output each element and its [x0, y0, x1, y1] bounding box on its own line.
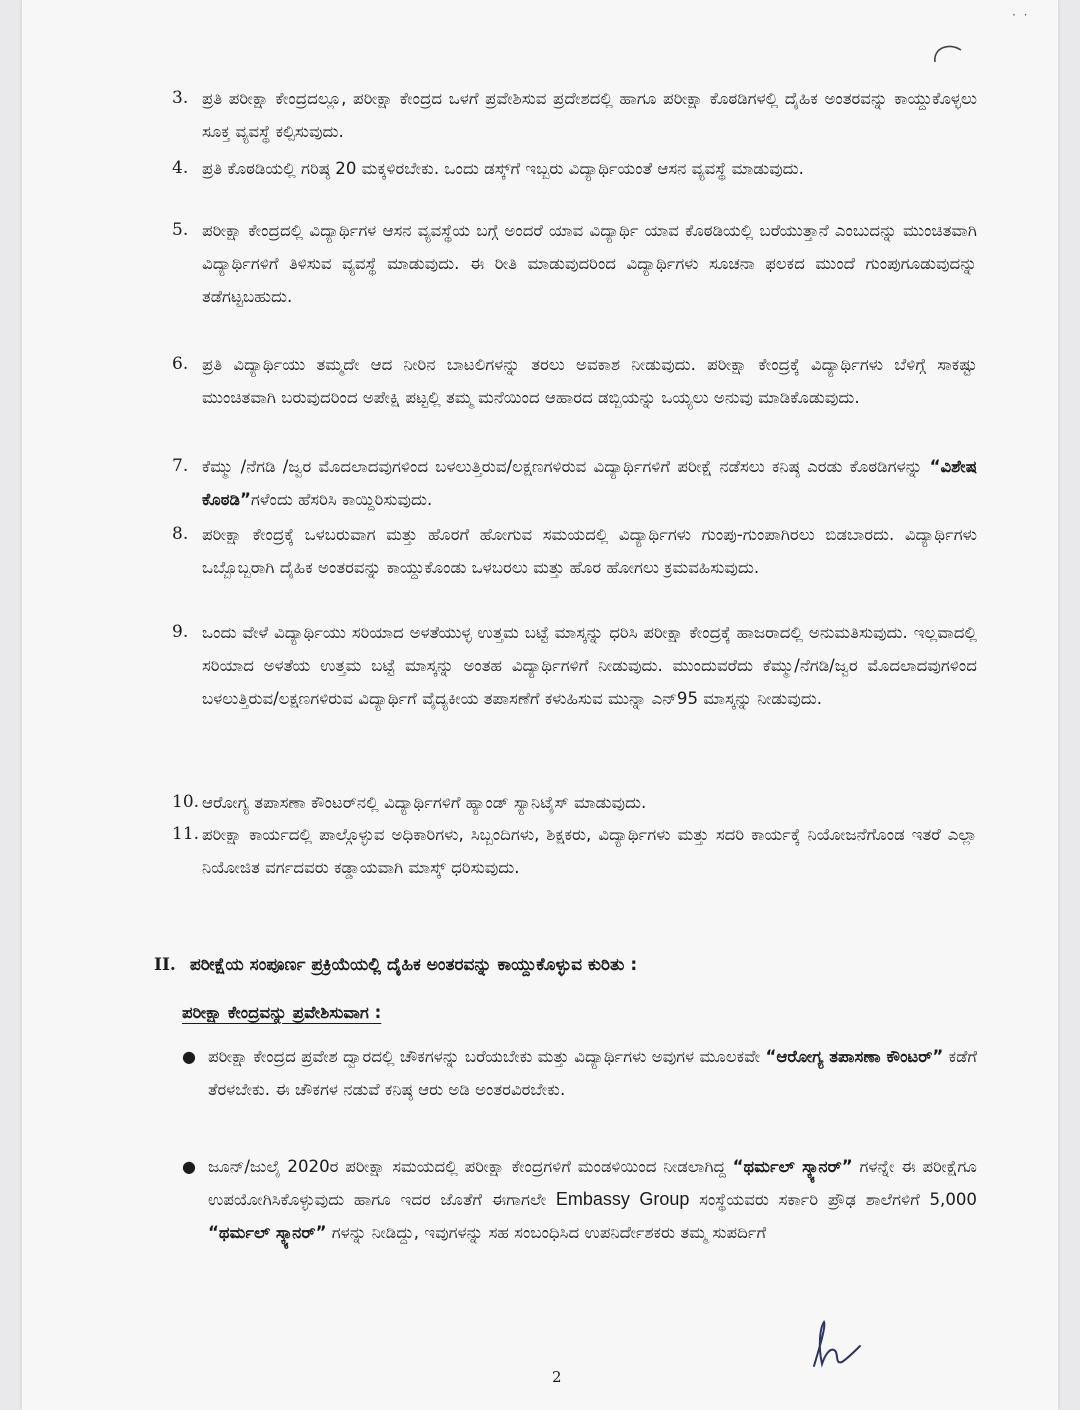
list-item — [172, 152, 977, 185]
subheading: ಪರೀಕ್ಷಾ ಕೇಂದ್ರವನ್ನು ಪ್ರವೇಶಿಸುವಾಗ : — [182, 1003, 382, 1022]
thermal-scanner-term: “ಥರ್ಮಲ್ ಸ್ಕ್ಯಾನರ್” — [732, 1157, 853, 1176]
item-text-part: ಗಳೆಂದು ಹೆಸರಿಸಿ ಕಾಯ್ದಿರಿಸುವುದು. — [250, 490, 433, 509]
scan-corner-mark — [927, 40, 967, 70]
bullet-text-part: ಕಡೆಗೆ ತೆರಳಬೇಕು. ಈ ಚೌಕಗಳ ನಡುವೆ ಕನಿಷ್ಠ ಆರು ಅಡಿ ಅಂತರವಿರಬೇಕು. — [208, 1047, 978, 1099]
section-number: II. — [154, 955, 176, 975]
item-text: ಪರೀಕ್ಷಾ ಕೇಂದ್ರದಲ್ಲಿ ವಿದ್ಯಾರ್ಥಿಗಳ ಆಸನ ವ್ಯವಸ್ಥೆಯ ಬಗ್ಗೆ ಅಂದರೆ ಯಾವ ವಿದ್ಯಾರ್ಥಿ ಯಾವ ಕೊಠಡಿಯಲ್ಲಿ ಬರೆಯುತ್ತಾನೆ ಎಂಬುದನ್ನು ಮುಂಚಿತವಾಗಿ ವಿದ್ಯಾರ್ಥಿಗಳಿಗೆ ತಿಳಿಸುವ ವ್ಯವಸ್ಥೆ ಮಾಡುವುದು. ಈ ರೀತಿ ಮಾಡುವುದರಿಂದ ವಿದ್ಯಾರ್ಥಿಗಳು ಸೂಚನಾ ಫಲಕದ ಮುಂದೆ ಗುಂಪುಗೂಡುವುದನ್ನು ತಡೆಗಟ್ಟಬಹುದು. — [202, 221, 977, 306]
list-item — [172, 786, 977, 819]
item-number: 4. — [172, 158, 189, 178]
item-text: ಆರೋಗ್ಯ ತಪಾಸಣಾ ಕೌಂಟರ್‌ನಲ್ಲಿ ವಿದ್ಯಾರ್ಥಿಗಳಿಗೆ ಹ್ಯಾಂಡ್ ಸ್ಯಾನಿಟೈಸ್ ಮಾಡುವುದು. — [202, 793, 647, 812]
bullet-dot: ● — [182, 1157, 196, 1176]
item-text: ಪರೀಕ್ಷಾ ಕಾರ್ಯದಲ್ಲಿ ಪಾಲ್ಗೊಳ್ಳುವ ಅಧಿಕಾರಿಗಳು, ಸಿಬ್ಬಂದಿಗಳು, ಶಿಕ್ಷಕರು, ವಿದ್ಯಾರ್ಥಿಗಳು ಮತ್ತು ಸದರಿ ಕಾರ್ಯಕ್ಕೆ ನಿಯೋಜನೆಗೊಂಡ ಇತರೆ ಎಲ್ಲಾ ನಿಯೋಜಿತ ವರ್ಗದವರು ಕಡ್ಡಾಯವಾಗಿ ಮಾಸ್ಕ್ ಧರಿಸುವುದು. — [202, 825, 977, 877]
item-text: ಒಂದು ವೇಳೆ ವಿದ್ಯಾರ್ಥಿಯು ಸರಿಯಾದ ಅಳತೆಯುಳ್ಳ ಉತ್ತಮ ಬಟ್ಟೆ ಮಾಸ್ಕನ್ನು ಧರಿಸಿ ಪರೀಕ್ಷಾ ಕೇಂದ್ರಕ್ಕೆ ಹಾಜರಾದಲ್ಲಿ ಅನುಮತಿಸುವುದು. ಇಲ್ಲವಾದಲ್ಲಿ ಸರಿಯಾದ ಅಳತೆಯ ಉತ್ತಮ ಬಟ್ಟೆ ಮಾಸ್ಕನ್ನು ಅಂತಹ ವಿದ್ಯಾರ್ಥಿಗಳಿಗೆ ನೀಡುವುದು. ಮುಂದುವರೆದು ಕೆಮ್ಮು/ನೆಗಡಿ/ಜ್ವರ ಮೊದಲಾದವುಗಳಿಂದ ಬಳಲುತ್ತಿರುವ/ಲಕ್ಷಣಗಳಿರುವ ವಿದ್ಯಾರ್ಥಿಗೆ ವೈದ್ಯಕೀಯ ತಪಾಸಣೆಗೆ ಕಳುಹಿಸುವ ಮುನ್ನಾ ಎನ್95 ಮಾಸ್ಕನ್ನು ನೀಡುವುದು. — [202, 623, 977, 708]
document-page — [22, 0, 1058, 1410]
item-number: 3. — [172, 88, 189, 108]
list-item — [172, 616, 977, 715]
thermal-scanner-term: “ಥರ್ಮಲ್ ಸ್ಕ್ಯಾನರ್” — [208, 1223, 327, 1242]
list-item — [172, 518, 977, 584]
item-number: 11. — [172, 824, 200, 844]
page-number: 2 — [552, 1368, 562, 1386]
signature-initial — [806, 1316, 866, 1372]
item-text: ಪ್ರತಿ ಕೊಠಡಿಯಲ್ಲಿ ಗರಿಷ್ಠ 20 ಮಕ್ಕಳಿರಬೇಕು. ಒಂದು ಡಸ್ಕ್‌ಗೆ ಇಬ್ಬರು ವಿದ್ಯಾರ್ಥಿಯಂತೆ ಆಸನ ವ್ಯವಸ್ಥೆ ಮಾಡುವುದು. — [202, 159, 804, 178]
item-text — [202, 450, 977, 516]
bullet-item — [182, 1150, 977, 1249]
bullet-text-part: ಜೂನ್/ಜುಲೈ 2020ರ ಪರೀಕ್ಷಾ ಸಮಯದಲ್ಲಿ ಪರೀಕ್ಷಾ ಕೇಂದ್ರಗಳಿಗೆ ಮಂಡಳಿಯಿಂದ ನೀಡಲಾಗಿದ್ದ — [208, 1157, 733, 1176]
bullet-text-part: ಸಂಸ್ಥೆಯವರು ಸರ್ಕಾರಿ ಪ್ರೌಢ ಶಾಲೆಗಳಿಗೆ 5,000 — [689, 1190, 977, 1209]
bullet-text — [208, 1150, 977, 1249]
bullet-item — [182, 1040, 977, 1106]
bullet-text-part: ಪರೀಕ್ಷಾ ಕೇಂದ್ರದ ಪ್ರವೇಶ ದ್ವಾರದಲ್ಲಿ ಚೌಕಗಳನ್ನು ಬರೆಯಬೇಕು ಮತ್ತು ವಿದ್ಯಾರ್ಥಿಗಳು ಅವುಗಳ ಮೂಲಕವೇ — [208, 1047, 766, 1066]
item-text-part: ಕೆಮ್ಮು /ನೆಗಡಿ /ಜ್ವರ ಮೊದಲಾದವುಗಳಿಂದ ಬಳಲುತ್ತಿರುವ/ಲಕ್ಷಣಗಳಿರುವ ವಿದ್ಯಾರ್ಥಿಗಳಿಗೆ ಪರೀಕ್ಷೆ ನಡೆಸಲು ಕನಿಷ್ಠ ಎರಡು ಕೊಠಡಿಗಳನ್ನು — [202, 457, 930, 476]
item-number: 10. — [172, 792, 200, 812]
item-number: 8. — [172, 524, 189, 544]
item-number: 5. — [172, 220, 189, 240]
scan-dust: · · — [1012, 8, 1030, 22]
list-item — [172, 450, 977, 516]
embassy-group-name: Embassy Group — [555, 1189, 690, 1209]
list-item — [172, 214, 977, 313]
section-title: ಪರೀಕ್ಷೆಯ ಸಂಪೂರ್ಣ ಪ್ರಕ್ರಿಯೆಯಲ್ಲಿ ದೈಹಿಕ ಅಂತರವನ್ನು ಕಾಯ್ದುಕೊಳ್ಳುವ ಕುರಿತು : — [189, 955, 638, 975]
bullet-text-part: ಗಳನ್ನೇ ಈ ಪರೀಕ್ಷೆಗೂ ಉಪಯೋಗಿಸಿಕೊಳ್ಳುವುದು ಹಾಗೂ ಇದರ ಜೊತೆಗೆ ಈಗಾಗಲೇ — [208, 1157, 977, 1209]
list-item — [172, 348, 977, 414]
bullet-text-part: ಗಳನ್ನು ನೀಡಿದ್ದು, ಇವುಗಳನ್ನು ಸಹ ಸಂಬಂಧಿಸಿದ ಉಪನಿರ್ದೇಶಕರು ತಮ್ಮ ಸುಪರ್ದಿಗೆ — [326, 1223, 767, 1242]
item-text: ಪ್ರತಿ ವಿದ್ಯಾರ್ಥಿಯು ತಮ್ಮದೇ ಆದ ನೀರಿನ ಬಾಟಲಿಗಳನ್ನು ತರಲು ಅವಕಾಶ ನೀಡುವುದು. ಪರೀಕ್ಷಾ ಕೇಂದ್ರಕ್ಕೆ ವಿದ್ಯಾರ್ಥಿಗಳು ಬೆಳಿಗ್ಗೆ ಸಾಕಷ್ಟು ಮುಂಚಿತವಾಗಿ ಬರುವುದರಿಂದ ಅಪೇಕ್ಷಿ ಪಟ್ಟಲ್ಲಿ ತಮ್ಮ ಮನೆಯಿಂದ ಆಹಾರದ ಡಬ್ಬಿಯನ್ನು ಒಯ್ಯಲು ಅನುವು ಮಾಡಿಕೊಡುವುದು. — [202, 355, 977, 407]
item-number: 9. — [172, 622, 189, 642]
item-text: ಪರೀಕ್ಷಾ ಕೇಂದ್ರಕ್ಕೆ ಒಳಬರುವಾಗ ಮತ್ತು ಹೊರಗೆ ಹೋಗುವ ಸಮಯದಲ್ಲಿ ವಿದ್ಯಾರ್ಥಿಗಳು ಗುಂಪು-ಗುಂಪಾಗಿರಲು ಬಿಡಬಾರದು. ವಿದ್ಯಾರ್ಥಿಗಳು ಒಬ್ಬೊಬ್ಬರಾಗಿ ದೈಹಿಕ ಅಂತರವನ್ನು ಕಾಯ್ದುಕೊಂಡು ಒಳಬರಲು ಮತ್ತು ಹೊರ ಹೋಗಲು ಕ್ರಮವಹಿಸುವುದು. — [202, 525, 977, 577]
special-room-term: “ವಿಶೇಷ ಕೊಠಡಿ” — [202, 457, 977, 509]
item-number: 7. — [172, 456, 189, 476]
item-text: ಪ್ರತಿ ಪರೀಕ್ಷಾ ಕೇಂದ್ರದಲ್ಲೂ, ಪರೀಕ್ಷಾ ಕೇಂದ್ರದ ಒಳಗೆ ಪ್ರವೇಶಿಸುವ ಪ್ರದೇಶದಲ್ಲಿ ಹಾಗೂ ಪರೀಕ್ಷಾ ಕೊಠಡಿಗಳಲ್ಲಿ ದೈಹಿಕ ಅಂತರವನ್ನು ಕಾಯ್ದುಕೊಳ್ಳಲು ಸೂಕ್ತ ವ್ಯವಸ್ಥೆ ಕಲ್ಪಿಸುವುದು. — [202, 89, 977, 141]
section-heading — [154, 950, 974, 980]
health-counter-term: “ಆರೋಗ್ಯ ತಪಾಸಣಾ ಕೌಂಟರ್” — [765, 1047, 944, 1066]
bullet-dot: ● — [182, 1047, 196, 1066]
item-number: 6. — [172, 354, 189, 374]
list-item — [172, 82, 977, 148]
list-item — [172, 818, 977, 884]
bullet-text — [208, 1040, 977, 1106]
